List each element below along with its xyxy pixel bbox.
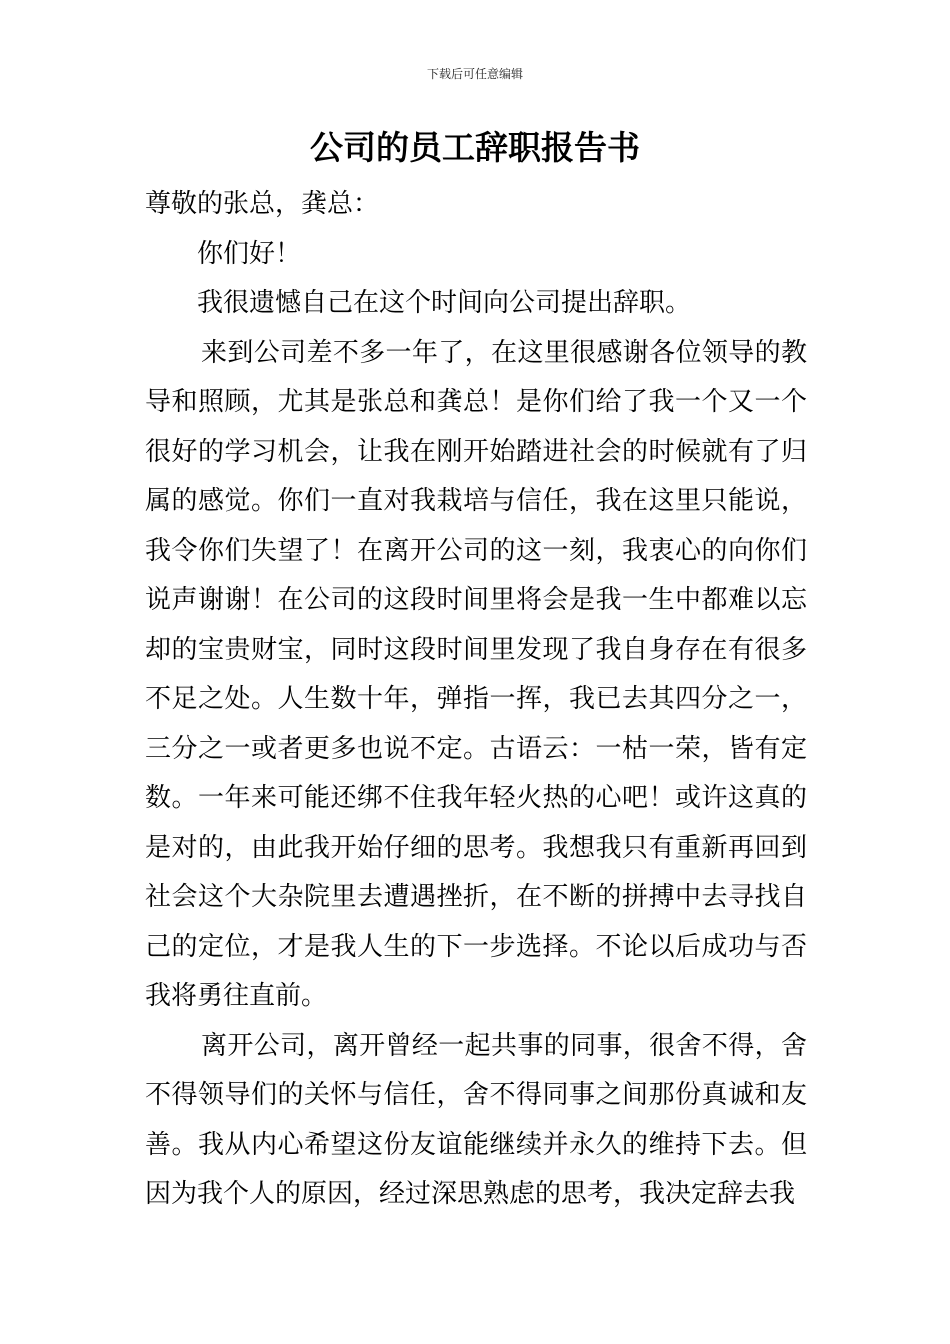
paragraph-resignation-intro: 我很遗憾自己在这个时间向公司提出辞职。	[197, 288, 692, 318]
document-body	[145, 180, 807, 1220]
paragraph-gratitude: 来到公司差不多一年了，在这里很感谢各位领导的教导和照顾，尤其是张总和龚总！是你们给了我一个又一个很好的学习机会，让我在刚开始踏进社会的时候就有了归属的感觉。你们一直对我栽培与信任，我在这里只能说，我令你们失望了！在离开公司的这一刻，我衷心的向你们说声谢谢！在公司的这段时间里将会是我一生中都难以忘却的宝贵财宝，同时这段时间里发现了我自身存在有很多不足之处。人生数十年，弹指一挥，我已去其四分之一，三分之一或者更多也说不定。古语云：一枯一荣，皆有定数。一年来可能还绑不住我年轻火热的心吧！或许这真的是对的，由此我开始仔细的思考。我想我只有重新再回到社会这个大杂院里去遭遇挫折，在不断的拼搏中去寻找自己的定位，才是我人生的下一步选择。不论以后成功与否我将勇往直前。	[145, 337, 807, 1011]
document-title: 公司的员工辞职报告书	[310, 128, 640, 167]
paragraph-farewell: 离开公司，离开曾经一起共事的同事，很舍不得，舍不得领导们的关怀与信任，舍不得同事之间那份真诚和友善。我从内心希望这份友谊能继续并永久的维持下去。但因为我个人的原因，经过深思熟虑的思考，我决定辞去我	[145, 1030, 807, 1209]
header-note: 下载后可任意编辑	[426, 67, 523, 81]
salutation: 尊敬的张总，龚总：	[145, 189, 380, 219]
paragraph-greeting: 你们好！	[197, 238, 302, 269]
